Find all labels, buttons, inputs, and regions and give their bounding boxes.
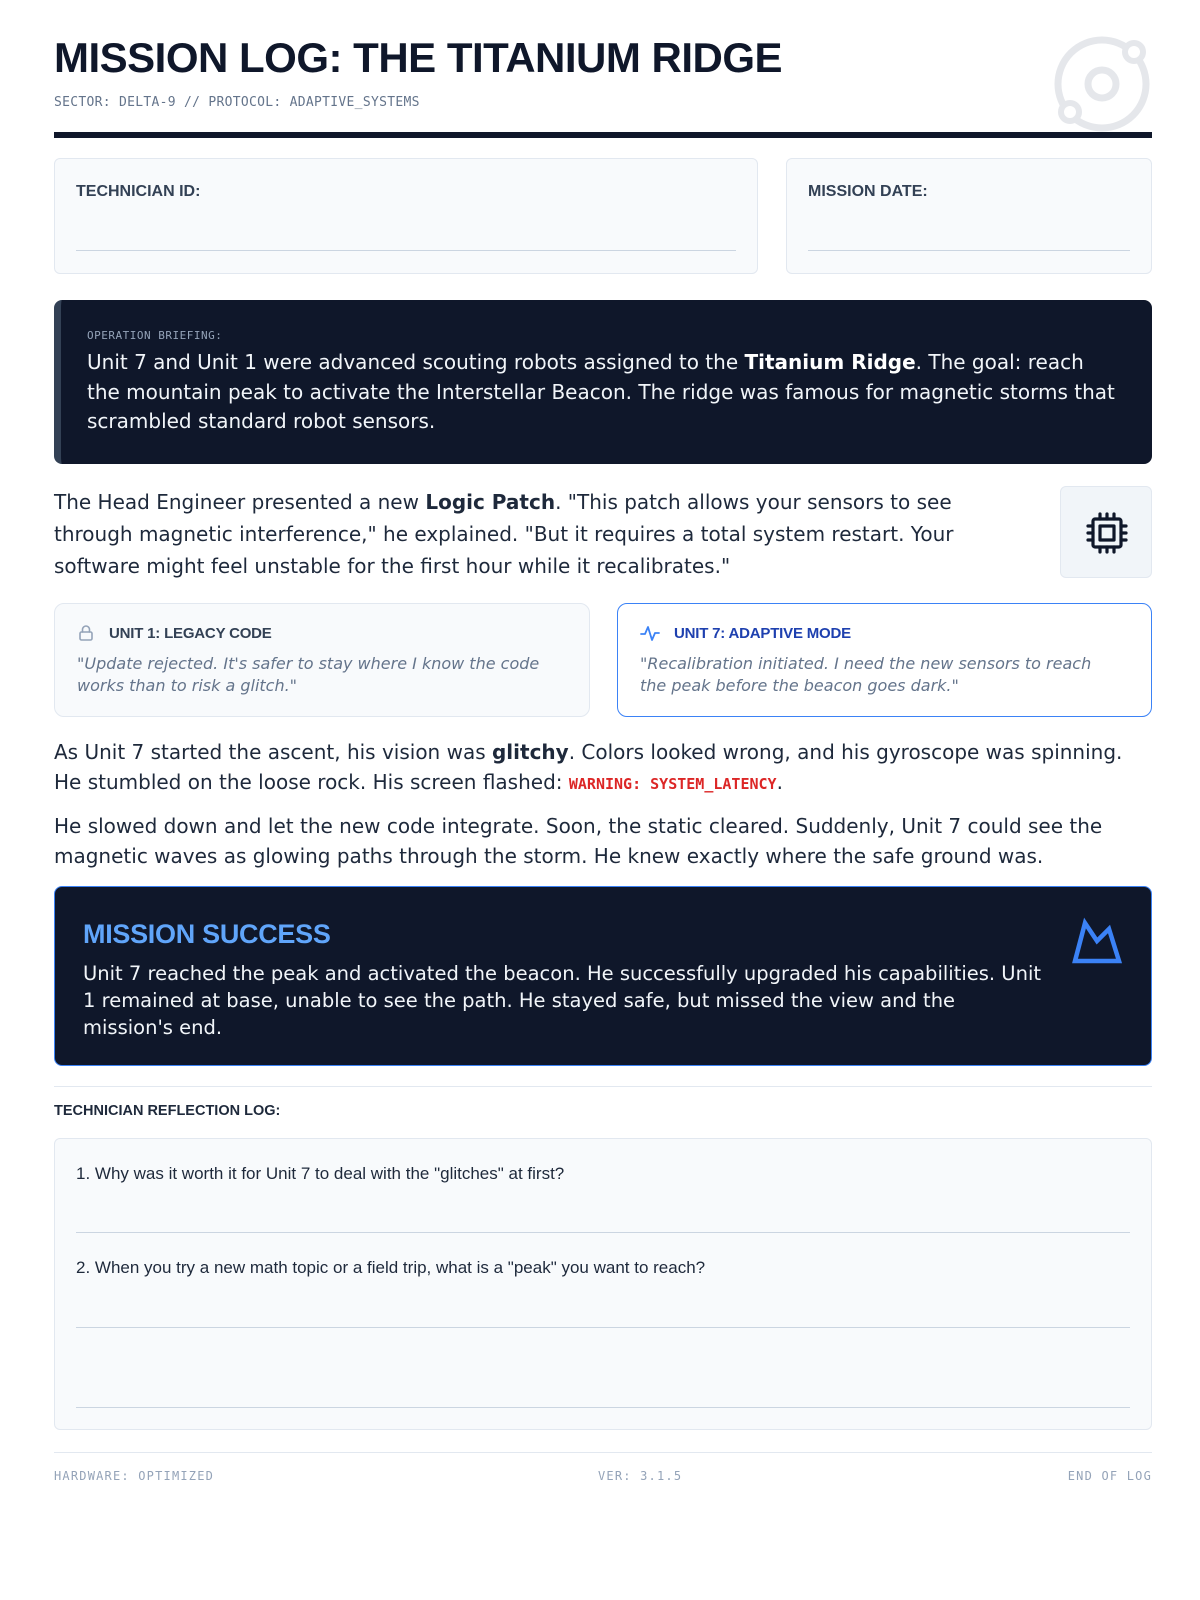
chip-icon-box	[1060, 486, 1152, 578]
reflection-box	[54, 1138, 1152, 1430]
page-title: MISSION LOG: THE TITANIUM RIDGE	[54, 34, 783, 81]
footer-rule	[54, 1452, 1152, 1453]
technician-id-line[interactable]	[76, 250, 736, 251]
page-subtitle: SECTOR: DELTA-9 // PROTOCOL: ADAPTIVE_SYSTEMS	[54, 95, 420, 110]
answer-line-1[interactable]	[76, 1232, 1130, 1233]
briefing-highlight: Titanium Ridge	[744, 350, 916, 374]
unit-1-card	[54, 603, 590, 717]
unit-7-quote: "Recalibration initiated. I need the new sensors to reach the peak before the beacon goes dark."	[640, 654, 1092, 695]
ascent-paragraph: As Unit 7 started the ascent, his vision was glitchy. Colors looked wrong, and his gyroscope was spinning. He stumbled on the loose rock. His screen flashed: WARNING: SYSTEM_LATENCY.	[54, 740, 1123, 794]
question-2: 2. When you try a new math topic or a field trip, what is a "peak" you want to reach?	[76, 1258, 706, 1277]
ascent-highlight: glitchy	[491, 740, 569, 764]
worksheet-page	[54, 0, 1152, 1483]
briefing-text: Unit 7 and Unit 1 were advanced scouting robots assigned to the Titanium Ridge. The goal: reach the mountain peak to activate the Interstellar Beacon. The ridge was famous for magnetic storms that scrambled standard robot sensors.	[87, 350, 1115, 433]
mission-date-line[interactable]	[808, 250, 1130, 251]
section-divider	[54, 1086, 1152, 1087]
warning-text: WARNING: SYSTEM_LATENCY	[568, 775, 777, 793]
mission-success-panel	[54, 886, 1152, 1066]
orbit-icon	[1052, 36, 1156, 136]
briefing-label: OPERATION BRIEFING:	[87, 329, 223, 342]
operation-briefing	[54, 300, 1152, 464]
reflection-label: TECHNICIAN REFLECTION LOG:	[54, 1103, 281, 1119]
footer-version: VER: 3.1.5	[598, 1469, 683, 1483]
unit-7-title: UNIT 7: ADAPTIVE MODE	[674, 624, 851, 642]
header	[54, 0, 1152, 138]
technician-id-field[interactable]	[54, 158, 758, 274]
footer-hardware: HARDWARE: OPTIMIZED	[54, 1469, 215, 1483]
chip-icon	[1085, 511, 1129, 555]
mission-date-label: MISSION DATE:	[808, 183, 928, 200]
success-text: Unit 7 reached the peak and activated the beacon. He successfully upgraded his capabilities. Unit 1 remained at base, unable to see the path. He stayed safe, but missed the view and the mission's end.	[83, 962, 1042, 1039]
technician-id-label: TECHNICIAN ID:	[76, 183, 201, 200]
unit-1-quote: "Update rejected. It's safer to stay where I know the code works than to risk a glitch."	[77, 654, 540, 695]
success-title: MISSION SUCCESS	[83, 919, 331, 949]
mountain-icon	[1071, 917, 1123, 965]
footer-end: END OF LOG	[1067, 1469, 1152, 1483]
question-1: 1. Why was it worth it for Unit 7 to deal with the "glitches" at first?	[76, 1164, 565, 1183]
lock-icon	[77, 624, 95, 642]
integration-paragraph: He slowed down and let the new code integrate. Soon, the static cleared. Suddenly, Unit 7 could see the magnetic waves as glowing paths through the storm. He knew exactly where the safe ground was.	[54, 814, 1103, 868]
unit-1-title: UNIT 1: LEGACY CODE	[109, 624, 272, 642]
unit-7-card	[617, 603, 1152, 717]
answer-line-3[interactable]	[76, 1407, 1130, 1408]
intro-highlight: Logic Patch	[425, 490, 556, 514]
intro-paragraph: The Head Engineer presented a new Logic Patch. "This patch allows your sensors to see through magnetic interference," he explained. "But it requires a total system restart. Your software might feel unstable for the first hour while it recalibrates."	[54, 490, 954, 578]
pulse-icon	[640, 624, 660, 642]
mission-date-field[interactable]	[786, 158, 1152, 274]
answer-line-2[interactable]	[76, 1327, 1130, 1328]
